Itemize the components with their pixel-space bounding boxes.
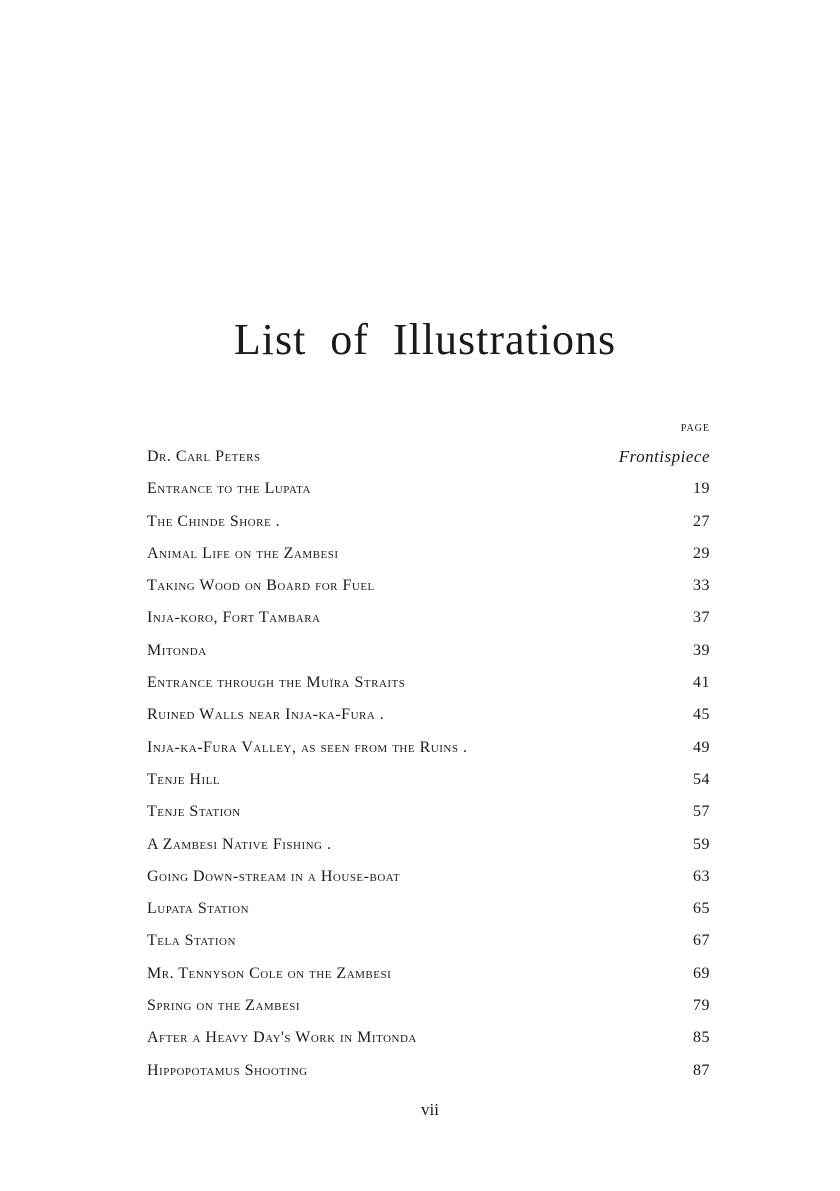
list-item-page: Frontispiece: [618, 447, 710, 466]
list-item-page: 57: [693, 803, 710, 821]
page-column-header: PAGE: [680, 423, 710, 434]
list-item: [147, 667, 710, 699]
list-item: [147, 925, 710, 957]
list-item-label: Taking Wood on Board for Fuel: [147, 577, 375, 595]
list-item-label: The Chinde Shore .: [147, 512, 281, 530]
list-item-label: Inja-ka-Fura Valley, as seen from the Ruins .: [147, 738, 468, 756]
list-item: [147, 893, 710, 925]
list-item: [147, 699, 710, 731]
list-item-label: A Zambesi Native Fishing .: [147, 835, 332, 853]
list-item-page: 39: [693, 641, 710, 659]
list-item-page: 65: [693, 900, 710, 918]
list-item-page: 54: [693, 770, 710, 788]
list-item-label: Lupata Station: [147, 900, 250, 918]
list-item-page: 45: [693, 706, 710, 724]
page-title: List of Illustrations: [233, 315, 617, 364]
list-item-page: 59: [693, 835, 710, 853]
list-item-label: Tela Station: [147, 932, 236, 950]
list-item-label: Tenje Station: [147, 803, 241, 821]
list-item-page: 19: [693, 480, 710, 498]
list-item-page: 27: [693, 512, 710, 530]
list-item-label: Dr. Carl Peters: [147, 448, 261, 465]
list-item-label: Hippopotamus Shooting: [147, 1061, 308, 1079]
list-item-label: Going Down-stream in a House-boat: [147, 867, 401, 885]
list-item: [147, 538, 710, 570]
list-item-label: After a Heavy Day's Work in Mitonda: [147, 1029, 417, 1047]
list-item-page: 37: [693, 609, 710, 627]
list-item: [147, 829, 710, 861]
list-item-page: 29: [693, 544, 710, 562]
page-number: vii: [421, 1100, 439, 1119]
list-item-label: Tenje Hill: [147, 770, 221, 788]
list-item-page: 33: [693, 577, 710, 595]
list-item: [147, 958, 710, 990]
list-item-label: Mitonda: [147, 641, 207, 659]
list-item-page: 69: [693, 964, 710, 982]
list-item-page: 85: [693, 1029, 710, 1047]
list-item: [147, 796, 710, 828]
list-item: [147, 570, 710, 602]
list-item-label: Entrance to the Lupata: [147, 480, 311, 498]
list-item-label: Animal Life on the Zambesi: [147, 544, 339, 562]
list-item: [147, 473, 710, 505]
list-item-page: 79: [693, 997, 710, 1015]
list-item-page: 87: [693, 1061, 710, 1079]
list-item: [147, 602, 710, 634]
list-item-label: Inja-koro, Fort Tambara: [147, 609, 321, 627]
list-item-label: Ruined Walls near Inja-ka-Fura .: [147, 706, 385, 724]
list-item-page: 49: [693, 738, 710, 756]
list-item: [147, 861, 710, 893]
list-item: [147, 764, 710, 796]
list-item: [147, 506, 710, 538]
list-item: [147, 441, 710, 473]
list-item-page: 41: [693, 674, 710, 692]
list-item: [147, 635, 710, 667]
list-item-label: Entrance through the Muïra Straits: [147, 674, 406, 692]
list-item: [147, 1055, 710, 1087]
list-item-page: 67: [693, 932, 710, 950]
list-item-page: 63: [693, 867, 710, 885]
list-item: [147, 990, 710, 1022]
list-item-label: Mr. Tennyson Cole on the Zambesi: [147, 964, 392, 982]
list-item: [147, 732, 710, 764]
illustration-list: [147, 441, 710, 1087]
list-item: [147, 1022, 710, 1054]
list-item-label: Spring on the Zambesi: [147, 997, 301, 1015]
